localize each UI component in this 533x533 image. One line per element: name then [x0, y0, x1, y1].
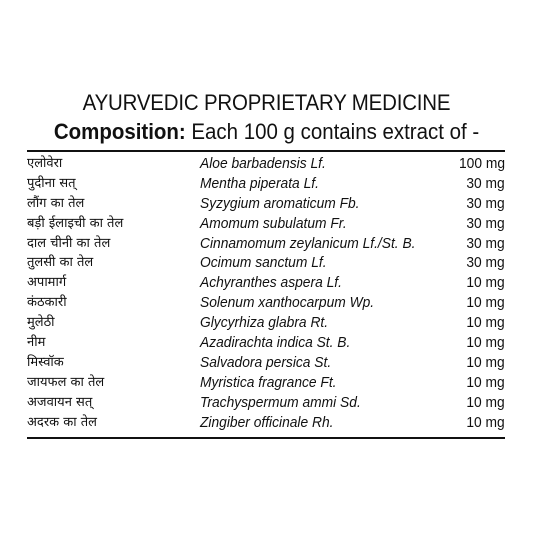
bottom-divider: [27, 437, 505, 439]
ingredient-hindi-name: एलोवेरा: [27, 156, 63, 171]
ingredient-hindi-name: अदरक का तेल: [27, 414, 97, 430]
ingredient-row: [27, 373, 505, 393]
ingredient-quantity: 10 mg: [466, 353, 505, 371]
ingredient-hindi-name: दाल चीनी का तेल: [27, 235, 111, 251]
composition-description: Each 100 g contains extract of -: [185, 119, 480, 144]
ingredient-row: [27, 313, 505, 333]
ingredient-row: [27, 393, 505, 413]
ingredient-latin-name: Ocimum sanctum Lf.: [200, 254, 327, 272]
ingredient-hindi-name: जायफल का तेल: [27, 374, 105, 390]
ingredient-latin-name: Myristica fragrance Ft.: [200, 373, 337, 391]
composition-line: [19, 119, 515, 145]
ingredient-latin-name: Aloe barbadensis Lf.: [200, 155, 326, 172]
ingredient-latin-name: Mentha piperata Lf.: [200, 174, 319, 192]
ingredient-latin-name: Trachyspermum ammi Sd.: [200, 393, 361, 411]
ingredient-quantity: 30 mg: [466, 174, 505, 192]
ingredient-latin-name: Achyranthes aspera Lf.: [200, 274, 342, 292]
ingredient-row: [27, 333, 505, 353]
composition-label-text: Composition:: [53, 119, 186, 144]
ingredient-latin-name: Azadirachta indica St. B.: [200, 334, 351, 352]
ingredient-row: [27, 154, 505, 174]
ingredient-hindi-name: बड़ी ईलाइची का तेल: [27, 215, 124, 231]
ingredient-list: [27, 154, 505, 432]
ingredient-row: [27, 353, 505, 373]
ingredient-hindi-name: कंठकारी: [27, 295, 67, 311]
ingredient-quantity: 10 mg: [466, 274, 505, 292]
ingredient-quantity: 10 mg: [466, 294, 505, 312]
ingredient-hindi-name: मुलेठी: [27, 315, 55, 331]
ingredient-hindi-name: मिस्वॉक: [27, 354, 64, 370]
ingredient-latin-name: Zingiber officinale Rh.: [200, 413, 334, 431]
ingredient-row: [27, 273, 505, 293]
ingredient-row: [27, 293, 505, 313]
ingredient-row: [27, 413, 505, 433]
ingredient-quantity: 30 mg: [466, 234, 505, 252]
ingredient-latin-name: Glycyrhiza glabra Rt.: [200, 314, 329, 332]
ingredient-quantity: 10 mg: [466, 413, 505, 431]
ingredient-quantity: 10 mg: [466, 314, 505, 332]
ingredient-quantity: 10 mg: [466, 393, 505, 411]
page-title: AYURVEDIC PROPRIETARY MEDICINE: [82, 90, 451, 115]
ingredient-row: [27, 194, 505, 214]
ingredient-quantity: 30 mg: [466, 214, 505, 232]
ingredient-hindi-name: अजवायन सत्: [27, 394, 93, 410]
ingredient-quantity: 30 mg: [466, 254, 505, 272]
ingredient-latin-name: Amomum subulatum Fr.: [200, 214, 347, 232]
ingredient-quantity: 30 mg: [466, 194, 505, 212]
ingredient-quantity: 100 mg: [458, 155, 505, 172]
ingredient-latin-name: Syzygium aromaticum Fb.: [200, 194, 360, 212]
ingredient-row: [27, 174, 505, 194]
ingredient-quantity: 10 mg: [466, 373, 505, 391]
ingredient-row: [27, 234, 505, 254]
ingredient-latin-name: Solenum xanthocarpum Wp.: [200, 294, 375, 312]
ingredient-hindi-name: लौंग का तेल: [27, 195, 85, 211]
ingredient-hindi-name: अपामार्ग: [27, 275, 67, 291]
ingredient-quantity: 10 mg: [466, 334, 505, 352]
ingredient-row: [27, 253, 505, 273]
ingredient-hindi-name: नीम: [27, 335, 46, 351]
ingredient-latin-name: Cinnamomum zeylanicum Lf./St. B.: [200, 234, 416, 252]
ingredient-latin-name: Salvadora persica St.: [200, 353, 332, 371]
ingredient-hindi-name: पुदीना सत्: [27, 175, 76, 191]
ingredient-hindi-name: तुलसी का तेल: [27, 255, 94, 271]
top-divider: [27, 150, 505, 152]
ingredient-row: [27, 214, 505, 234]
